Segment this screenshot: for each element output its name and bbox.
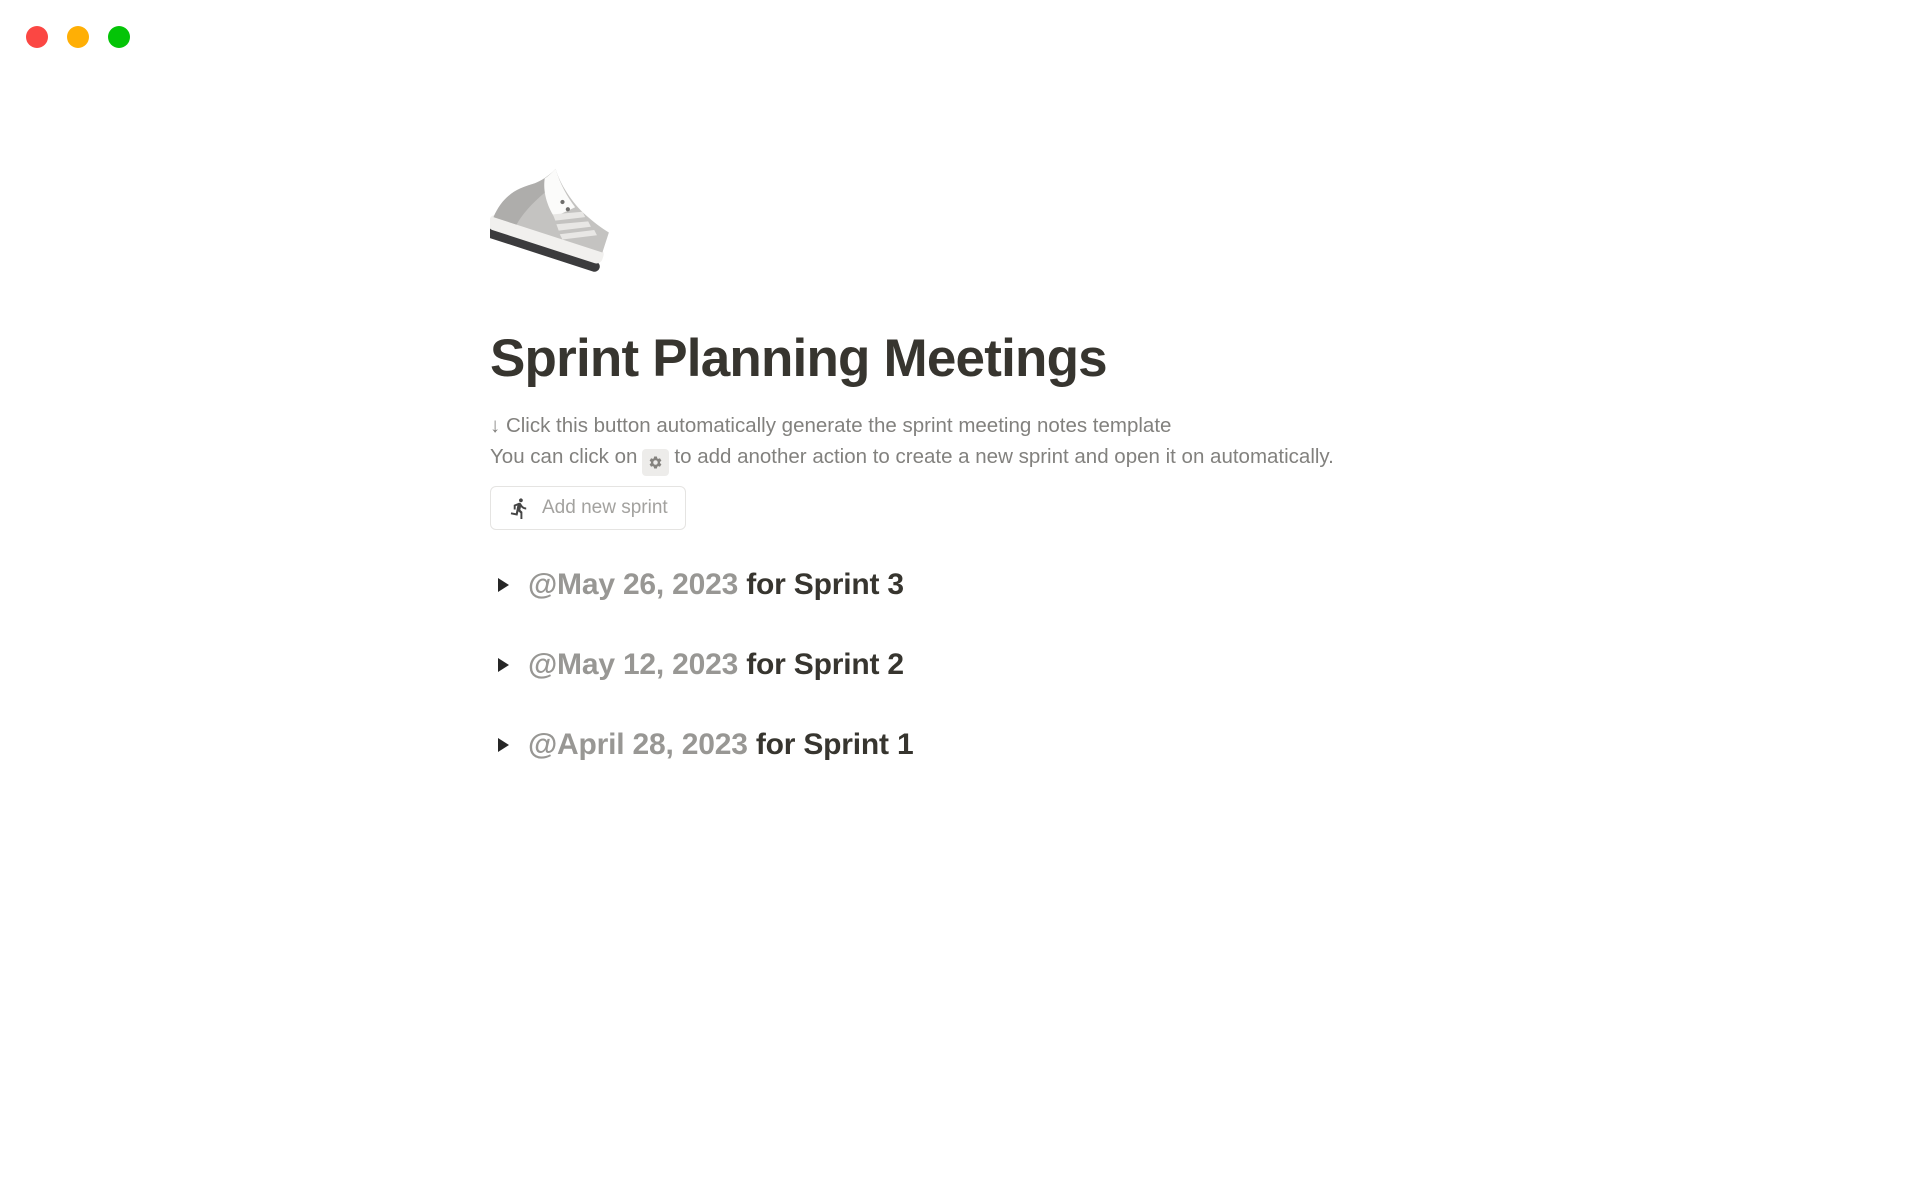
page-title: Sprint Planning Meetings (490, 329, 1107, 388)
toggle-collapsed-icon[interactable] (498, 578, 509, 592)
toggle-heading (528, 568, 904, 602)
helper-line-2-before: You can click on (490, 445, 638, 468)
minimize-window-button[interactable] (67, 26, 89, 48)
page-content (490, 158, 1420, 785)
helper-line-2-after: to add another action to create a new sprint and open it on automatically. (674, 445, 1334, 468)
toggle-collapsed-icon[interactable] (498, 738, 509, 752)
gear-icon (648, 455, 663, 470)
toggle-collapsed-icon[interactable] (498, 658, 509, 672)
runner-icon (508, 497, 531, 520)
close-window-button[interactable] (26, 26, 48, 48)
sprint-toggle-list (490, 545, 1420, 785)
toggle-heading (528, 728, 913, 762)
add-new-sprint-label: Add new sprint (542, 497, 668, 518)
helper-line-1: ↓ Click this button automatically generate the sprint meeting notes template (490, 414, 1172, 437)
add-new-sprint-button[interactable] (490, 486, 686, 530)
date-mention[interactable]: @May 26, 2023 (528, 568, 739, 601)
toggle-sprint-3[interactable] (490, 545, 1420, 625)
helper-text (490, 410, 1420, 476)
toggle-heading (528, 648, 904, 682)
toggle-heading-text: for Sprint 2 (738, 648, 904, 681)
toggle-heading-text: for Sprint 1 (747, 728, 914, 761)
window-controls (26, 26, 130, 48)
helper-line-2 (490, 441, 1420, 476)
gear-chip (642, 449, 669, 476)
toggle-heading-text: for Sprint 3 (738, 568, 904, 601)
zoom-window-button[interactable] (108, 26, 130, 48)
toggle-sprint-2[interactable] (490, 625, 1420, 705)
date-mention[interactable]: @April 28, 2023 (528, 728, 748, 761)
date-mention[interactable]: @May 12, 2023 (528, 648, 739, 681)
toggle-sprint-1[interactable] (490, 705, 1420, 785)
running-shoe-icon[interactable] (490, 158, 616, 284)
